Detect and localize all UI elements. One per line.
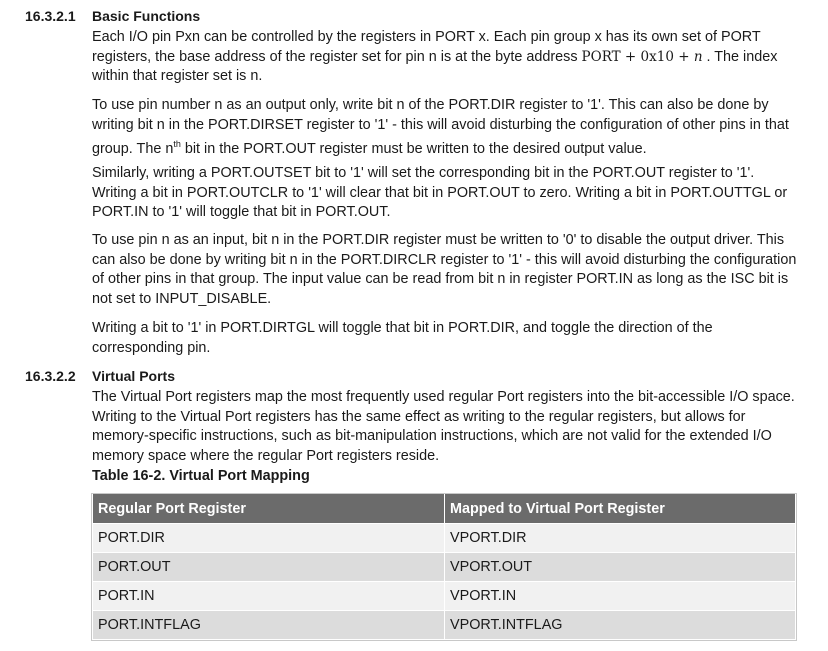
paragraph-dirtgl: Writing a bit to '1' in PORT.DIRTGL will toggle that bit in PORT.DIR, and toggle the direction of the corresponding pin. — [92, 320, 713, 356]
table-header-row — [93, 494, 796, 524]
section-title: Basic Functions — [92, 8, 201, 24]
paragraph-input-usage: To use pin n as an input, bit n in the PORT.DIR register must be written to '0' to disable the output driver. This can also be done by writing bit n in the PORT.DIRCLR register to '1' - this will avoid disturbing the configuration of other pins in that group. The input value can be read from bit n in register PORT.IN as long as the ISC bit is not set to INPUT_DISABLE. — [92, 232, 797, 307]
section-number: 16.3.2.2 — [25, 368, 76, 384]
address-formula — [582, 49, 703, 65]
virtual-port-cell: VPORT.IN — [445, 582, 796, 611]
section-title: Virtual Ports — [92, 368, 175, 384]
table-row — [93, 582, 796, 611]
superscript: th — [173, 139, 181, 150]
table-caption: Table 16-2. Virtual Port Mapping — [92, 468, 310, 484]
regular-port-cell: PORT.INTFLAG — [93, 611, 445, 640]
paragraph-output-usage — [92, 96, 798, 160]
table-row — [93, 611, 796, 640]
virtual-port-cell: VPORT.INTFLAG — [445, 611, 796, 640]
section-number: 16.3.2.1 — [25, 8, 76, 24]
paragraph-virtual-ports: The Virtual Port registers map the most frequently used regular Port registers into the bit-accessible I/O space. Writing to the Virtual Port registers has the same effect as writing to the regular registers, but allows for memory-specific instructions, such as bit-manipulation instructions, which are not valid for the extended I/O memory space where the regular Port registers reside. — [92, 389, 795, 464]
section-heading-basic-functions — [25, 8, 200, 25]
section-heading-virtual-ports — [25, 368, 175, 385]
virtual-port-cell: VPORT.DIR — [445, 524, 796, 553]
paragraph-text: Each I/O pin Pxn can be controlled by the registers in PORT x. Each pin group x has its own set of PORT registers, the base address of the register set for pin n is at the byte address — [92, 29, 761, 65]
virtual-port-cell: VPORT.OUT — [445, 553, 796, 582]
table-row — [93, 553, 796, 582]
column-header-regular-port: Regular Port Register — [93, 494, 445, 524]
paragraph-basic-intro — [92, 28, 798, 87]
paragraph-text: . The index within that register set is n. — [92, 48, 778, 85]
column-header-virtual-port: Mapped to Virtual Port Register — [445, 494, 796, 524]
virtual-port-mapping-table — [92, 494, 796, 640]
regular-port-cell: PORT.OUT — [93, 553, 445, 582]
formula-text: PORT + 0x10 + — [581, 48, 694, 65]
regular-port-cell: PORT.IN — [93, 582, 445, 611]
formula-variable: n — [693, 48, 703, 65]
paragraph-outset-outclr: Similarly, writing a PORT.OUTSET bit to '1' will set the corresponding bit in the PORT.OUT register to '1'. Writing a bit in PORT.OUTCLR to '1' will clear that bit in PORT.OUT to zero. Writing a bit in PORT.OUTTGL or PORT.IN to '1' will toggle that bit in PORT.OUT. — [92, 165, 788, 221]
paragraph-text: To use pin number n as an output only, write bit n of the PORT.DIR register to '1'. This can also be done by writing bit n in the PORT.DIRSET register to '1' - this will avoid disturbing the configuration of other pins in that group. The n — [92, 97, 789, 157]
table-row — [93, 524, 796, 553]
paragraph-text: bit in the PORT.OUT register must be written to the desired output value. — [180, 140, 647, 157]
regular-port-cell: PORT.DIR — [93, 524, 445, 553]
